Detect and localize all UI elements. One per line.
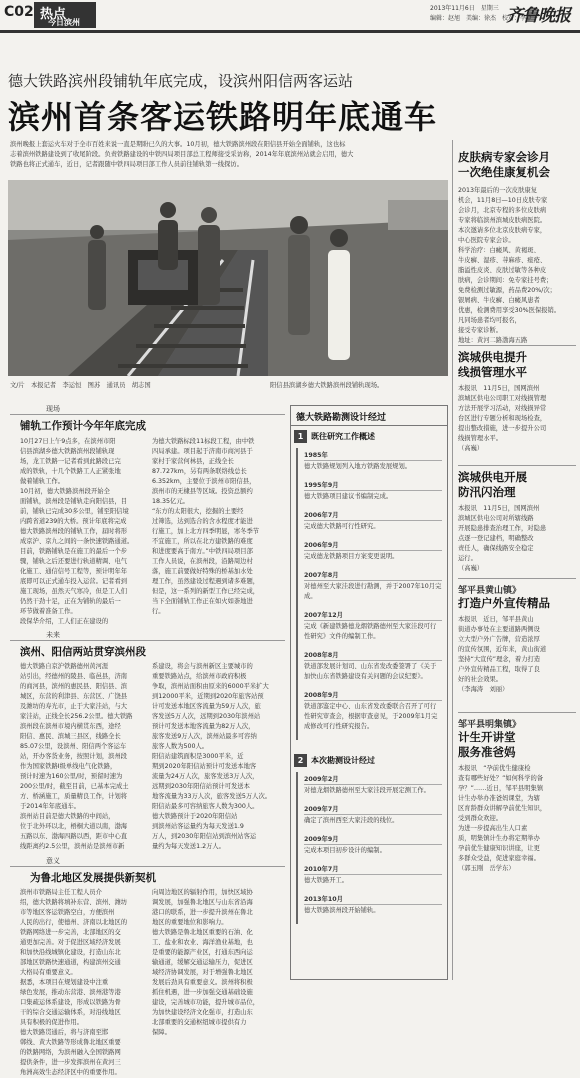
text-line: 优惠，检测费用享受30%医保报销。 [458, 307, 561, 314]
timeline-year: 1995年9月 [304, 482, 339, 489]
text-line: 旅客人数为500人。 [152, 743, 209, 750]
text-line: 为加快建设经济文化强市，打造山东 [152, 1009, 253, 1016]
timeline-divider [304, 700, 442, 701]
section-divider [10, 866, 285, 867]
text-line: 2013年最后的一次皮肤康复 [458, 187, 537, 194]
timeline-bar [296, 772, 298, 924]
text-line: 内跨省道239的大桥。预计年底将完成 [20, 518, 127, 525]
story-kicker: 邹平县明集镇》 [458, 720, 522, 730]
text-line: 质，明集镇计生办将定期举办 [458, 835, 540, 842]
timeline-year: 2007年8月 [304, 572, 339, 579]
timeline-divider [304, 520, 442, 521]
text-line: 区育龄群众讲解孕前优生知识， [458, 805, 547, 812]
story-title-line: 一次绝佳康复机会 [458, 165, 550, 179]
text-line: 87.727km，另有两条联络线总长 [152, 468, 247, 475]
text-line: 和进度要高于南方。”中铁四局项目部 [152, 548, 253, 555]
text-line: 部地区铁路快速通道，构建滨州交通 [20, 959, 121, 966]
text-line: 角洲高效生态经济区中的重要作用。 [20, 1069, 121, 1076]
text-line: 远期到2030年阳信站预计可发送本 [152, 783, 250, 790]
timeline-event: 德大铁路项目建议书编制完成。 [304, 493, 393, 500]
text-line: 及潍坊的寿光市，止于大家洼站，与大 [20, 703, 128, 710]
text-line: 站，开办客货业务，按照计划，滨州段 [20, 753, 128, 760]
text-line: 责任人，确保线路安全稳定 [458, 545, 534, 552]
text-line: 滨城区供电公司对所辖线路 [458, 515, 534, 522]
text-line: 工作人员说，在滨州段，沿路周边村 [152, 558, 253, 565]
newspaper-logo: 齐鲁晚报 [506, 6, 570, 26]
section-divider [10, 414, 285, 415]
timeline-divider [304, 550, 442, 551]
text-line: 预计时速为160公里/时，预留时速为 [20, 773, 123, 780]
sec2-col1 [20, 662, 148, 852]
text-line: 是重要的能源产业区，打通东西向运 [152, 949, 253, 956]
timeline-divider [304, 490, 442, 491]
text-line: 和加快沿线城镇化建设，打造山东北 [20, 949, 121, 956]
text-line: 北部重要的交通枢纽城市提供有力 [152, 1019, 247, 1026]
timeline-year: 2013年10月 [304, 896, 343, 903]
text-line: 脂溢性皮炎、皮肤过敏等各种皮 [458, 267, 547, 274]
story-divider [458, 578, 576, 579]
story-divider [458, 712, 576, 713]
story-divider [458, 345, 576, 346]
text-line: 量约为每天发送1.2万人。 [152, 843, 225, 850]
text-line: 台区进行专题分析和现场检查， [458, 415, 547, 422]
timeline-event: 对德州至大家洼段进行勘测，并于2007年10月完成。 [304, 583, 442, 600]
timeline-year: 1985年 [304, 452, 328, 459]
text-line: 于2014年年底通车。 [20, 803, 81, 810]
timeline-divider [304, 874, 442, 875]
timeline-year: 2009年9月 [304, 836, 339, 843]
timeline-event: 德大铁路规划列入地方铁路发展规划。 [304, 463, 412, 470]
text-line: 建设，完善城市功能，提升城市品位， [152, 999, 260, 1006]
timeline-part-header [294, 430, 375, 443]
text-line: 争取，滨州站面积由原来的6000平米扩大 [152, 683, 269, 690]
timeline-divider [304, 814, 442, 815]
text-line: 多群众受益，促进家庭幸福。 [458, 855, 540, 862]
text-line: 发展后劲具有重要意义。滨州将积极 [152, 979, 253, 986]
sec1-col2 [152, 437, 284, 617]
text-line: 银屑病、牛皮癣、白癜风患者 [458, 297, 540, 304]
timeline-title-rule [290, 425, 448, 426]
timeline-divider [304, 904, 442, 905]
text-line: 站引出，经德州的陵县、临邑县，济南 [20, 673, 128, 680]
story-body [458, 764, 576, 874]
text-line: 大格局有重要意义。 [20, 969, 77, 976]
photo-byline: 文/片 本报记者 李运恒 图苏 通讯员 胡志国 [10, 382, 151, 389]
text-line: 通更加完善。对于促进区域经济发展 [20, 939, 121, 946]
lead-line: 铁路也将正式通车，近日，记者跟随中铁四局项目部工作人员前往铺轨第一线探访。 [10, 161, 243, 168]
story-title-line: 服务准爸妈 [458, 745, 516, 759]
timeline-year: 2009年7月 [304, 806, 339, 813]
text-line: 施工现场，虽然天气寒冷，但是工人们 [20, 588, 128, 595]
text-line: 骤，铺轨之后还要进行轨道精调、电气 [20, 558, 128, 565]
timeline-year: 2007年12月 [304, 612, 343, 619]
text-line: 本报讯 11月5日，国网滨州 [458, 505, 540, 512]
text-line: 提出整改措施，进一步提升公司 [458, 425, 547, 432]
text-line: 阳信站最多可容纳旅客人数为300人。 [152, 803, 259, 810]
text-line: 好的社会效果。 [458, 676, 503, 683]
section-label-future: 未来 [46, 631, 60, 639]
text-line: 线损管理水平。 [458, 435, 503, 442]
text-line: 万人，到2030年阳信站到滨州站客运 [152, 833, 257, 840]
text-line: 落，施工前要做好特殊的桥基加水处 [152, 568, 253, 575]
text-line: 绿色发展，推动东营港、滨州港等港 [20, 989, 121, 996]
text-line: 市等地区客运铁路空白，方便滨州 [20, 909, 115, 916]
text-line: 中心医院专家会诊。 [458, 237, 515, 244]
text-line: 凡同场患者均可报名， [458, 317, 521, 324]
text-line: 底即可以正式通车投入运营。记者看到 [20, 578, 128, 585]
story-title-line: 线损管理水平 [458, 365, 527, 379]
text-line: 线距离约2.5公里，滨州站是滨州市新 [20, 843, 125, 850]
timeline-divider [304, 844, 442, 845]
text-line: 五路以东、渤海四路以西，距市中心直 [20, 833, 128, 840]
text-line: 的商河县，滨州的惠民县、阳信县、滨 [20, 683, 128, 690]
text-line: 200公里/时，截至目前，已基本完成土 [20, 783, 129, 790]
story-divider [458, 465, 576, 466]
text-line: 孕前优生健康知识讲座，让更 [458, 845, 540, 852]
text-line: 仍然干劲十足，正在为铺轨的最后一 [20, 598, 121, 605]
text-line: 郸线、黄大铁路等形成鲁北地区重要 [20, 1039, 121, 1046]
text-line: 点逐一登记建档，明确整改 [458, 535, 534, 542]
timeline-event: 德大铁路开工。 [304, 877, 349, 884]
sec3-col2 [152, 888, 284, 1036]
text-line: 作为国家铁路Ⅰ级单线电气化铁路， [20, 763, 117, 770]
sec2-col2 [152, 662, 284, 852]
text-line: 科学治疗：白癜风、黄褐斑、 [458, 247, 540, 254]
section-label-significance: 意义 [46, 857, 60, 865]
story-title-line: 滨城供电开展 [458, 470, 527, 484]
text-line: 滨州市铁路局主任工程人员介 [20, 889, 102, 896]
text-line: 德大铁路自京沪铁路德州黄河涯 [20, 663, 109, 670]
timeline-divider [304, 580, 442, 581]
text-line: 向周边地区的辐射作用，加快区域协 [152, 889, 253, 896]
timeline-part-number: 1 [294, 430, 307, 443]
lead-line: 滨州晚报上套运火车对于全市百姓来说一直是期盼已久的大事。10月初，德大铁路滨州段在阳信县开始全面铺轨，这也标 [10, 141, 346, 148]
text-line: （郭玉刚 岳学东） [458, 865, 515, 872]
column-rule [452, 140, 453, 980]
text-line: 当下全面铺轨工作正在如火如荼地进 [152, 598, 253, 605]
editor-credits: 编辑：赵旭 美编：徐杰 校对：李卓 [430, 15, 533, 22]
text-line: 工、盐业和农业、海洋渔业基地，也 [152, 939, 253, 946]
text-line: 计生办举办准爸妈课堂，为辖 [458, 795, 540, 802]
text-line: 专家将临滨州滨城皮肤病医院。 [458, 217, 547, 224]
timeline-part-header [294, 754, 375, 767]
text-line: 提供条件，进一步发挥滨州在黄河三 [20, 1059, 121, 1066]
text-line: 85.07公里，设滨州、阳信两个客运车 [20, 743, 127, 750]
story-title-line: 防汛闪治理 [458, 485, 516, 499]
timeline-event: 对德龙烟铁路德州至大家洼段开展定测工作。 [304, 787, 430, 794]
timeline-event: 完成德大铁路可行性研究。 [304, 523, 380, 530]
timeline-year: 2006年7月 [304, 512, 339, 519]
timeline-part-number: 2 [294, 754, 307, 767]
section-title-scene: 铺轨工作预计今年年底完成 [20, 420, 146, 432]
text-line: 孕？”……近日，邹平县明集镇 [458, 785, 544, 792]
text-line: 方、桥涵施工，质量精良工作，计划将 [20, 793, 128, 800]
text-line: （高巍） [458, 565, 484, 572]
article-kicker: 德大铁路滨州段铺轨年底完成，设滨州阳信两客运站 [8, 72, 354, 90]
text-line: （高巍） [458, 445, 484, 452]
lead-line: 志着滨州铁路建设到了收尾阶段。负责铁路建设的中铁四局项目部总工程师接受采访称，2014年年底滨州站就会启用，德大 [10, 151, 354, 158]
text-line: 查有哪些好处？”如何科学的备 [458, 775, 544, 782]
text-line: 家洼站，正线全长256.2公里。德大铁路 [20, 713, 133, 720]
page-number: C02 [4, 4, 34, 20]
text-line: 6.352km，主要位于滨州市阳信县， [152, 478, 256, 485]
text-line: 过筛选，达到选合的含水程度才能进 [152, 518, 253, 525]
text-line: 为进一步提高出生人口素 [458, 825, 528, 832]
text-line: 但是，这一系列的新型工作已经完成， [152, 588, 260, 595]
text-line: 地区的重要地位和影响力。 [152, 919, 228, 926]
timeline-event: 德大铁路滨州段开始铺轨。 [304, 907, 380, 914]
text-line: 据悉，本项目在规划建设中注重 [20, 979, 109, 986]
text-line: 旅客发送9万人次，滨州站最多可容纳 [152, 733, 257, 740]
railway-photo-illustration [8, 180, 448, 376]
text-line: 滨州站目前是德大铁路的中间站， [20, 813, 115, 820]
timeline-event: 确定了滨州西至大家洼段的线位。 [304, 817, 399, 824]
text-line: 方法开展学习活动，对线损异常 [458, 405, 547, 412]
text-line: 理工作，虽然建设过程遇到诸多难题， [152, 578, 260, 585]
timeline-year: 2010年7月 [304, 866, 339, 873]
text-line: 绍，德大铁路将填补东营、滨州、潍坊 [20, 899, 128, 906]
text-line: 本报讯 11月5日，国网滨州 [458, 385, 540, 392]
text-line: 10月初，德大铁路滨州段开始全 [20, 488, 110, 495]
text-line: 18.35亿元。 [152, 498, 189, 505]
text-line: 成的铁轨，十几个铁路工人正紧张地 [20, 468, 121, 475]
section-divider [10, 640, 285, 641]
text-line: 本次邀请多位北京皮肤病专家， [458, 227, 547, 234]
text-line: 德大铁路是鲁北地区重要的石油、化 [152, 929, 253, 936]
timeline-year: 2008年8月 [304, 652, 339, 659]
text-line: 期到2020年阳信站预计可发送本地客 [152, 763, 257, 770]
text-line: 重要铁路站点，给滨州市政府积极 [152, 673, 247, 680]
section-label-scene: 现场 [46, 405, 60, 413]
text-line: 输通道，缓解交通运输压力，促进区 [152, 959, 253, 966]
text-line: 户外宣传精品工程，取得了良 [458, 666, 540, 673]
text-line: 计可发送本地区客流量为59万人次，旅 [152, 703, 261, 710]
text-line: 为德大铁路标段11标段工程，由中铁 [152, 438, 255, 445]
story-title: 打造户外宣传精品 [458, 596, 550, 610]
text-line: 口集疏运体系建设，形成以铁路为骨 [20, 999, 121, 1006]
subsection-name: 今日滨州 [48, 18, 80, 27]
timeline-event: 完成德龙铁路项目方案变更说明。 [304, 553, 399, 560]
text-line: 调发展，加强鲁北地区与山东省沿海 [152, 899, 253, 906]
dateline: 2013年11月6日 星期三 [430, 5, 499, 12]
story-body [458, 384, 576, 454]
timeline-divider [304, 784, 442, 785]
section-name: 热点 [40, 7, 67, 22]
text-line: 本报讯 “孕前优生健康检 [458, 765, 531, 772]
text-line: 接受专家诊断。 [458, 327, 503, 334]
text-line: 开展隐患排查治理工作，对隐患 [458, 525, 547, 532]
text-line: 免费检测过敏源，药品费20%/次； [458, 287, 556, 294]
text-line: 会诊月，北京专程的多位皮肤病 [458, 207, 547, 214]
timeline-title: 德大铁路勘测设计经过 [296, 413, 387, 423]
text-line: 德大铁路预计于2020年阳信站 [152, 813, 238, 820]
text-line: 德大铁路滨州段的铺轨工作，届时将形 [20, 528, 128, 535]
text-line: 10月27日上午9点多，在滨州市阳 [20, 438, 116, 445]
text-line: 滨州市的无棣县等区域。投资总额约 [152, 488, 253, 495]
text-line: 立大型户外广告牌，营造浓厚 [458, 636, 540, 643]
text-line: 目前，铁路铺轨是在施工的最后一个步 [20, 548, 128, 555]
text-line: 化施工、通信信号工程等，预计明年年 [20, 568, 128, 575]
text-line: 受到群众欢迎。 [458, 815, 503, 822]
text-line: “东方的太阳很大，挖掘的土要经 [152, 508, 244, 515]
text-line: 阳信、惠民、滨城三县区，线路全长 [20, 733, 121, 740]
text-line: 到滨州站客运量约为每天发送1.9 [152, 823, 244, 830]
timeline-year: 2009年2月 [304, 776, 339, 783]
text-line: 面铺轨，滨州段是铺轨走向阳信县，目 [20, 498, 128, 505]
text-line: 街道办事处在主要道路两侧设 [458, 626, 540, 633]
timeline-part-title: 既往研究工作概述 [311, 432, 375, 441]
story-title-line: 计生开讲堂 [458, 730, 516, 744]
timeline-divider [304, 620, 442, 621]
text-line: 行。 [152, 608, 165, 615]
header-rule [0, 30, 580, 33]
text-line: 滨州段在滨州市境内横贯东西，途经 [20, 723, 121, 730]
text-line: 肤病，会诊期间：免专家挂号费； [458, 277, 553, 284]
text-line: 客发送5万人次，远期到2030年滨州站 [152, 713, 261, 720]
text-line: 阳信站建筑面积是3000平米，近 [152, 753, 244, 760]
timeline-content [294, 430, 444, 975]
text-line: 到12000平米，近期到2020年旅客站预 [152, 693, 264, 700]
text-line: 不宜施工，所以在北方建铁路的难度 [152, 538, 253, 545]
section-title-future: 滨州、阳信两站贯穿滨州段 [20, 646, 146, 658]
timeline-year: 2008年9月 [304, 692, 339, 699]
text-line: 本报讯 近日，邹平县黄山 [458, 616, 534, 623]
text-line: 保障。 [152, 1029, 171, 1036]
text-line: 地客流量为33万人次，旅客发送5万人次。 [152, 793, 272, 800]
text-line: 具有积极的促进作用。 [20, 1019, 83, 1026]
story-title-line: 皮肤病专家会诊月 [458, 150, 550, 164]
text-line: （李海涛 刘丽） [458, 686, 509, 693]
text-line: 牛皮癣、湿疹、荨麻疹、痤疮、 [458, 257, 547, 264]
text-line: 做着铺轨工作。 [20, 478, 65, 485]
text-line: 成京沪、京九之间的一条快速铁路通道。 [20, 538, 134, 545]
text-line: 人民的出行，使德州、济南以北地区的 [20, 919, 128, 926]
text-line: 预计可发送本地客流量为82万人次， [152, 723, 255, 730]
text-line: 前，铺轨已完成30多公里，铺至阳信境 [20, 508, 129, 515]
text-line: 行施工，加上北方四季明显，寒冬季节 [152, 528, 260, 535]
text-line: 机会，11月8日—10日皮肤专家 [458, 197, 548, 204]
story-body [458, 186, 576, 346]
sec1-col1 [20, 437, 148, 627]
text-line: 环节做着准备工作。 [20, 608, 77, 615]
article-headline: 滨州首条客运铁路明年底通车 [8, 98, 438, 136]
right-story-dermatology [458, 150, 576, 346]
timeline-divider [304, 660, 442, 661]
text-line: 位于北外环以北，梧桐大道以南，渤海 [20, 823, 128, 830]
photo-caption: 阳信县滨湖乡德大铁路滨州段铺轨现场。 [270, 382, 384, 389]
text-line: 场，龙工铁路一记者看到此路段已完 [20, 458, 121, 465]
timeline-year: 2006年9月 [304, 542, 339, 549]
text-line: 域经济协调发展，对于增强鲁北地区 [152, 969, 253, 976]
timeline-part-title: 本次勘测设计经过 [311, 756, 375, 765]
timeline-event: 完成《新建铁路德龙烟铁路德州至大家洼段可行性研究》文件的编制工作。 [304, 623, 437, 640]
text-line: 港口的联系，进一步提升滨州在鲁北 [152, 909, 253, 916]
text-line: 铁路网络进一步完善，北部地区的交 [20, 929, 121, 936]
text-line: 干的综合交通运输体系，对沿线地区 [20, 1009, 121, 1016]
text-line: 抓住机遇，进一步加强交通基础设施 [152, 989, 253, 996]
timeline-event: 铁道部发展计划司、山东省发改委签署了《关于加快山东省铁路建设有关问题的会议纪要》。 [304, 663, 437, 680]
timeline-divider [304, 460, 442, 461]
story-body [458, 504, 576, 574]
right-story-familyplanning [458, 712, 576, 874]
text-line: 运行。 [458, 555, 477, 562]
timeline-event: 完成本项目初步设计的编制。 [304, 847, 386, 854]
right-story-outdoor [458, 578, 576, 695]
story-title-line: 滨城供电提升 [458, 350, 527, 364]
railway-photo [8, 180, 448, 376]
text-line: 城区，东营的利津县、东营区、广饶县 [20, 693, 128, 700]
text-line: 信县滨湖乡德大铁路滨州段铺轨现 [20, 448, 115, 455]
text-line: 系建设，将会与滨州新区主要城市的 [152, 663, 253, 670]
timeline-bar [296, 448, 298, 740]
text-line: 的铁路网络，为滨州融入全国铁路网 [20, 1049, 121, 1056]
text-line: 流量为24万人次，旅客发送3万人次， [152, 773, 259, 780]
story-kicker: 邹平县黄山镇》 [458, 586, 522, 596]
text-line: 段保华介绍，工人们正在建设的 [20, 618, 109, 625]
section-title-significance: 为鲁北地区发展提供新契机 [30, 872, 156, 884]
text-line: 家村于家营何林县，正线全长 [152, 458, 234, 465]
story-body [458, 615, 576, 695]
right-story-lineloss [458, 345, 576, 454]
text-line: 地址：黄河二路渤海五路 [458, 337, 528, 344]
text-line: 四局承建。项目起于济南市商河县于 [152, 448, 253, 455]
text-line: 滨城区供电公司职工对线损管理 [458, 395, 547, 402]
text-line: 德大铁路贯通后，将与济南至邯 [20, 1029, 109, 1036]
right-story-flood [458, 465, 576, 574]
text-line: 的宣传氛围，近年来，黄山街道 [458, 646, 547, 653]
text-line: 坚持“大宣传”理念，着力打造 [458, 656, 541, 663]
timeline-event: 铁道部鉴定中心、山东省发改委联合召开了可行性研究审查会，根据审查意见，于2009年1月完成修改可行性研究报告。 [304, 703, 438, 730]
sec3-col1 [20, 888, 148, 1076]
